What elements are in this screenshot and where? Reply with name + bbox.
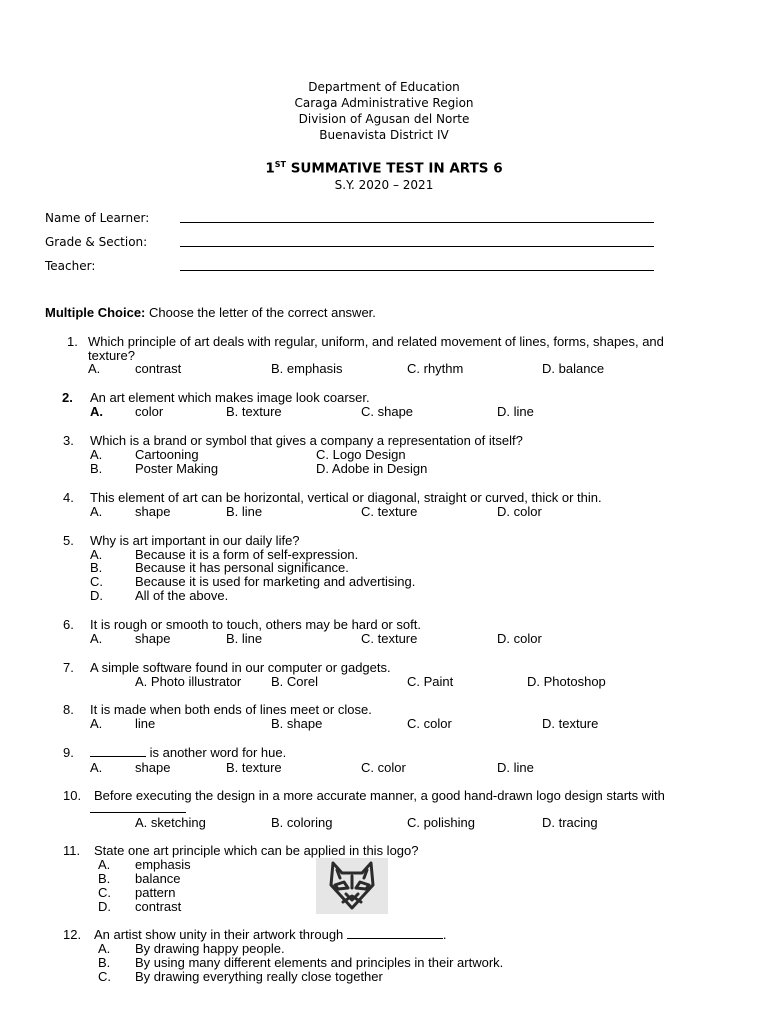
q7-option-c: C. Paint [407,674,454,689]
q1-number: 1. [67,334,78,349]
q12-option-a: By drawing happy people. [135,941,285,956]
q7-option-a: A. Photo illustrator [135,674,242,689]
q11-option-d-letter: D. [98,899,111,914]
q9-option-d: D. line [497,760,534,775]
q4-option-b: B. line [226,504,263,519]
q8-option-b: B. shape [271,716,323,731]
q10-number: 10. [63,788,82,803]
q10-text: Before executing the design in a more accurate manner, a good hand-drawn logo design starts with [94,788,665,803]
q4-option-d: D. color [497,504,542,519]
q3-option-d: D. Adobe in Design [316,461,428,476]
q6-text: It is rough or smooth to touch, others may be hard or soft. [90,617,421,632]
q5-text: Why is art important in our daily life? [90,533,300,548]
q12-option-b: By using many different elements and principles in their artwork. [135,955,504,970]
q12-text-wrap [94,928,447,942]
q2-text: An art element which makes image look coarser. [90,390,370,405]
q2-option-a: color [135,404,164,419]
q8-option-d: D. texture [542,716,599,731]
q5-option-c: Because it is used for marketing and advertising. [135,574,416,589]
q9-option-b: B. texture [226,760,282,775]
title-text: SUMMATIVE TEST IN ARTS 6 [286,160,503,177]
district-name: Buenavista District IV [319,128,449,142]
q3-option-a: Cartooning [135,447,199,462]
q2-option-a-letter: A. [90,404,103,419]
q10-blank[interactable] [90,802,186,813]
q4-option-c: C. texture [361,504,418,519]
q9-text: is another word for hue. [146,745,287,760]
q6-option-c: C. texture [361,631,418,646]
q7-number: 7. [63,660,74,675]
school-year: S.Y. 2020 – 2021 [334,178,434,192]
q5-option-b-letter: B. [90,560,103,575]
q9-number: 9. [63,745,74,760]
q11-option-a: emphasis [135,857,191,872]
q7-option-d: D. Photoshop [527,674,606,689]
q5-option-d-letter: D. [90,588,103,603]
q1-text-line2: texture? [88,348,135,363]
q3-text: Which is a brand or symbol that gives a company a representation of itself? [90,433,523,448]
grade-field[interactable] [180,246,654,247]
q12-text-end: . [442,927,447,942]
q7-text: A simple software found in our computer or gadgets. [90,660,391,675]
q1-option-d: D. balance [542,361,605,376]
q2-option-d: D. line [497,404,534,419]
q10-option-c: C. polishing [407,815,475,830]
q4-text: This element of art can be horizontal, vertical or diagonal, straight or curved, thick or thin. [90,490,602,505]
q3-option-a-letter: A. [90,447,103,462]
q3-option-b: Poster Making [135,461,219,476]
q6-option-b: B. line [226,631,263,646]
q7-option-b: B. Corel [271,674,318,689]
fox-logo-image [316,858,388,914]
q12-number: 12. [63,927,82,942]
q10-blank-wrap [90,802,186,816]
q12-option-c: By drawing everything really close together [135,969,383,984]
q11-option-d: contrast [135,899,182,914]
q10-option-a: A. sketching [135,815,206,830]
q2-option-b: B. texture [226,404,282,419]
region-name: Caraga Administrative Region [294,96,474,110]
q8-option-a: line [135,716,156,731]
q5-option-c-letter: C. [90,574,103,589]
q5-option-d: All of the above. [135,588,229,603]
title-superscript: ST [274,160,286,169]
name-label: Name of Learner: [45,211,150,225]
department-name: Department of Education [308,80,460,94]
fox-head-icon [316,858,388,914]
q6-number: 6. [63,617,74,632]
instructions [45,306,376,320]
q8-number: 8. [63,702,74,717]
q11-text: State one art principle which can be applied in this logo? [94,843,419,858]
q11-option-c-letter: C. [98,885,111,900]
q9-text-wrap [90,746,286,760]
q11-option-b-letter: B. [98,871,111,886]
title-number: 1 [265,160,275,177]
q3-option-c: C. Logo Design [316,447,406,462]
teacher-field[interactable] [180,270,654,271]
name-field[interactable] [180,222,654,223]
q12-option-c-letter: C. [98,969,111,984]
q10-option-d: D. tracing [542,815,598,830]
test-title [0,160,768,177]
q9-option-a-letter: A. [90,760,103,775]
q3-option-b-letter: B. [90,461,103,476]
q6-option-d: D. color [497,631,542,646]
q8-text: It is made when both ends of lines meet or close. [90,702,372,717]
q12-option-a-letter: A. [98,941,111,956]
instructions-text: Choose the letter of the correct answer. [145,305,376,320]
q11-option-a-letter: A. [98,857,111,872]
q12-blank[interactable] [347,928,443,939]
q6-option-a: shape [135,631,171,646]
teacher-label: Teacher: [45,259,96,273]
q5-number: 5. [63,533,74,548]
instructions-bold: Multiple Choice: [45,305,146,320]
q4-option-a-letter: A. [90,504,103,519]
q8-option-a-letter: A. [90,716,103,731]
q1-option-c: C. rhythm [407,361,464,376]
q1-option-a: contrast [135,361,182,376]
q9-option-a: shape [135,760,171,775]
q5-option-b: Because it has personal significance. [135,560,349,575]
q5-option-a: Because it is a form of self-expression. [135,547,359,562]
q1-text-line1: Which principle of art deals with regular, uniform, and related movement of lines, forms, shapes, and [88,334,664,349]
q8-option-c: C. color [407,716,452,731]
q12-option-b-letter: B. [98,955,111,970]
q4-number: 4. [63,490,74,505]
q9-option-c: C. color [361,760,406,775]
division-name: Division of Agusan del Norte [298,112,470,126]
q12-text: An artist show unity in their artwork through [94,927,347,942]
q9-blank[interactable] [90,746,146,757]
q4-option-a: shape [135,504,171,519]
q10-option-b: B. coloring [271,815,333,830]
q1-option-b: B. emphasis [271,361,343,376]
q5-option-a-letter: A. [90,547,103,562]
q6-option-a-letter: A. [90,631,103,646]
q3-number: 3. [63,433,74,448]
q2-option-c: C. shape [361,404,414,419]
grade-label: Grade & Section: [45,235,148,249]
q11-option-c: pattern [135,885,176,900]
q1-option-a-letter: A. [88,361,101,376]
q2-number: 2. [62,390,73,405]
q11-number: 11. [63,843,81,858]
q11-option-b: balance [135,871,181,886]
